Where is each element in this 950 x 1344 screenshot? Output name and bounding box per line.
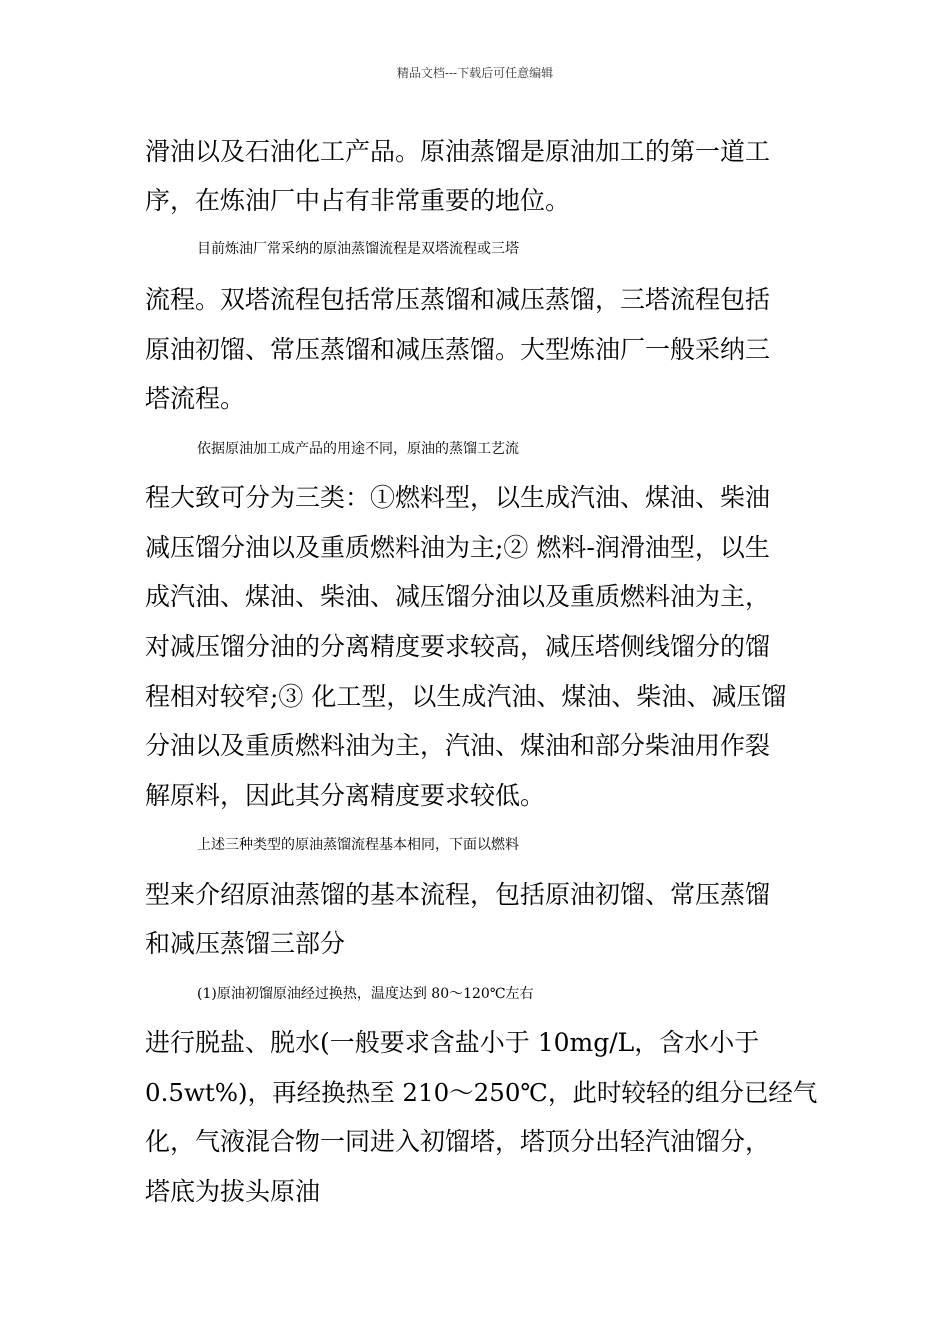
text-line-21: 化，气液混合物一同进入初馏塔，塔顶分出轻汽油馏分， <box>145 1127 771 1156</box>
page-header: 精品文档---下载后可任意编辑 <box>396 66 554 80</box>
text-line-1: 滑油以及石油化工产品。原油蒸馏是原油加工的第一道工 <box>145 137 771 166</box>
text-line-11: 对减压馏分油的分离精度要求较高，减压塔侧线馏分的馏 <box>145 632 771 661</box>
text-line-10: 成汽油、煤油、柴油、减压馏分油以及重质燃料油为主， <box>145 582 771 611</box>
text-line-7: 依据原油加工成产品的用途不同，原油的蒸馏工艺流 <box>197 441 519 457</box>
text-line-16: 型来介绍原油蒸馏的基本流程，包括原油初馏、常压蒸馏 <box>145 880 771 909</box>
text-line-17: 和减压蒸馏三部分 <box>145 929 346 958</box>
text-line-22: 塔底为拔头原油 <box>145 1177 321 1206</box>
text-line-14: 解原料，因此其分离精度要求较低。 <box>145 781 546 810</box>
text-line-15: 上述三种类型的原油蒸馏流程基本相同，下面以燃料 <box>197 837 519 853</box>
text-line-9: 减压馏分油以及重质燃料油为主;② 燃料-润滑油型，以生 <box>145 533 770 562</box>
text-line-2: 序，在炼油厂中占有非常重要的地位。 <box>145 186 571 215</box>
text-line-19: 进行脱盐、脱水(一般要求含盐小于 10mg/L，含水小于 <box>145 1028 760 1057</box>
text-line-12: 程相对较窄;③ 化工型，以生成汽油、煤油、柴油、减压馏 <box>145 682 787 711</box>
text-line-20: 0.5wt%)，再经换热至 210～250℃，此时较轻的组分已经气 <box>145 1078 818 1107</box>
text-line-13: 分油以及重质燃料油为主，汽油、煤油和部分柴油用作裂 <box>145 731 771 760</box>
text-line-6: 塔流程。 <box>145 384 246 413</box>
text-line-18: (1)原油初馏原油经过换热，温度达到 80～120℃左右 <box>197 986 534 1002</box>
text-line-5: 原油初馏、常压蒸馏和减压蒸馏。大型炼油厂一般采纳三 <box>145 335 771 364</box>
text-line-8: 程大致可分为三类：①燃料型，以生成汽油、煤油、柴油 <box>145 483 771 512</box>
text-line-4: 流程。双塔流程包括常压蒸馏和减压蒸馏，三塔流程包括 <box>145 285 771 314</box>
text-line-3: 目前炼油厂常采纳的原油蒸馏流程是双塔流程或三塔 <box>197 241 519 257</box>
